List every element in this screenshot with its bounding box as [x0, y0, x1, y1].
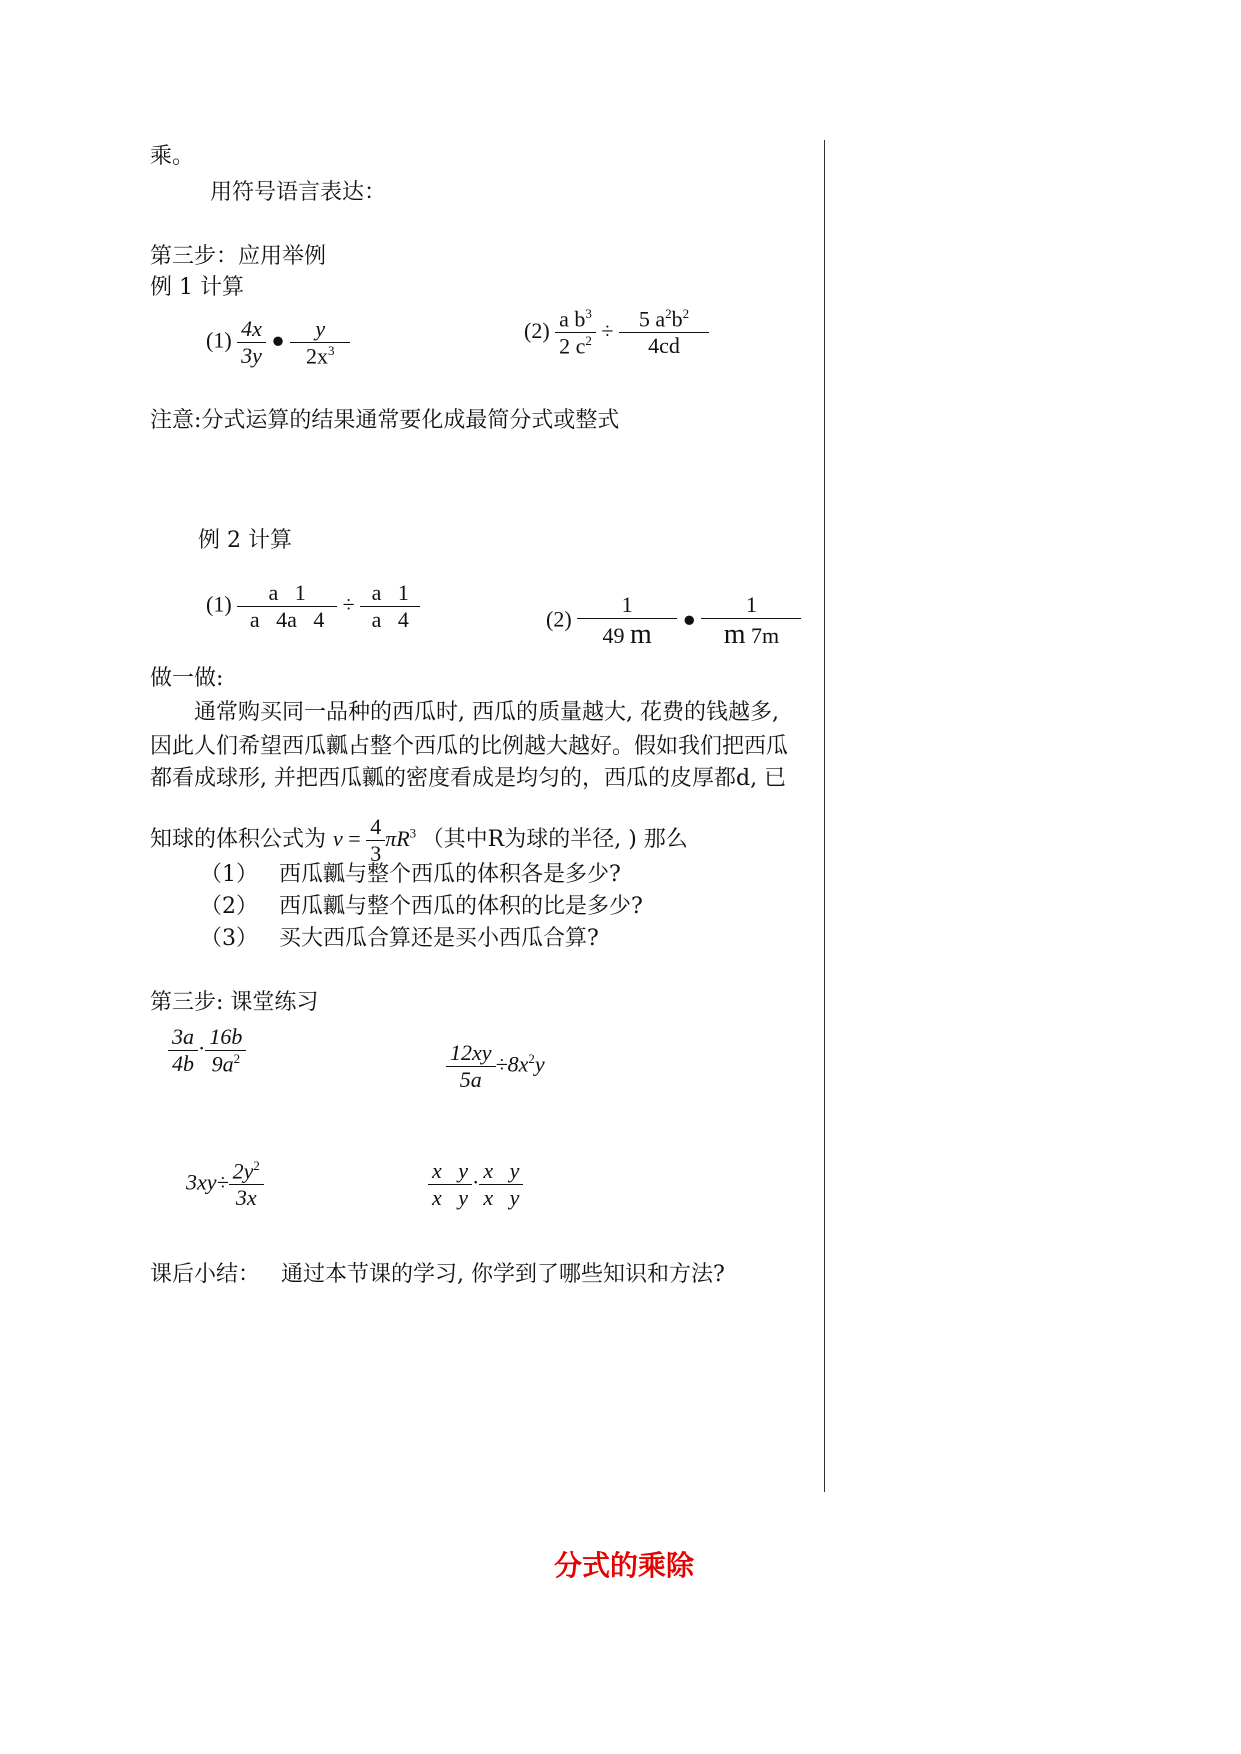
- question-3: （3） 买大西瓜合算还是买小西瓜合算?: [200, 926, 599, 951]
- footer-title: 分式的乘除: [554, 1549, 695, 1582]
- intro-line-1: 乘。: [150, 144, 195, 169]
- do-it-para-4: 知球的体积公式为 v = $\frac{4}{3}$ $\pi R^3$ （其中R为球的半径, ) 那么: [150, 814, 688, 867]
- question-2: （2） 西瓜瓤与整个西瓜的体积的比是多少?: [200, 894, 643, 919]
- do-it-para-1: 通常购买同一品种的西瓜时, 西瓜的质量越大, 花费的钱越多,: [194, 700, 779, 725]
- practice-heading: 第三步: 课堂练习: [150, 990, 319, 1015]
- note-text: 注意:分式运算的结果通常要化成最简分式或整式: [150, 408, 620, 433]
- example1-label: 例 1 计算: [150, 275, 244, 300]
- question-1: （1） 西瓜瓤与整个西瓜的体积各是多少?: [200, 862, 621, 887]
- do-it-heading: 做一做:: [150, 666, 224, 691]
- practice-exercise-1: $\frac{3a}{4b}$ · $\frac{16b}{9a^2}$: [168, 1024, 246, 1077]
- column-divider: [824, 140, 825, 1492]
- summary-line: 课后小结： 通过本节课的学习, 你学到了哪些知识和方法?: [150, 1262, 725, 1287]
- example2-label: 例 2 计算: [198, 528, 292, 553]
- example1-problem-1: (1) $\frac{4x}{3y}$ ● $\frac{y}{2x^3}$: [206, 316, 350, 369]
- practice-exercise-3: 3xy÷ $\frac{2y^2}{3x}$: [186, 1158, 264, 1211]
- practice-exercise-2: $\frac{12xy}{5a}$ $\div 8x^2y$: [446, 1040, 545, 1093]
- example2-problem-1: (1) $\frac{a 1}{a 4a 4}$ ÷ $\frac{a 1}{a 4}$: [206, 580, 420, 633]
- example1-problem-2: (2) $\frac{a b^3}{2 c^2}$ ÷ $\frac{5 a^2b^2}{4cd}$: [524, 306, 709, 360]
- do-it-para-2: 因此人们希望西瓜瓤占整个西瓜的比例越大越好。假如我们把西瓜: [150, 734, 789, 759]
- do-it-para-3: 都看成球形, 并把西瓜瓤的密度看成是均匀的，西瓜的皮厚都d, 已: [150, 766, 787, 791]
- practice-exercise-4: $\frac{\text{x y}}{\text{x y}}$ · $\frac{\text{x y}}{\text{x y}}$: [428, 1158, 523, 1211]
- step3-heading: 第三步：应用举例: [150, 244, 327, 269]
- intro-line-2: 用符号语言表达：: [210, 180, 387, 205]
- example2-problem-2: (2) $\frac{1}{49 m}$ ● $\frac{1}{m 7m}$: [546, 592, 801, 651]
- sphere-volume-formula: v = $\frac{4}{3}$ $\pi R^3$: [333, 814, 417, 867]
